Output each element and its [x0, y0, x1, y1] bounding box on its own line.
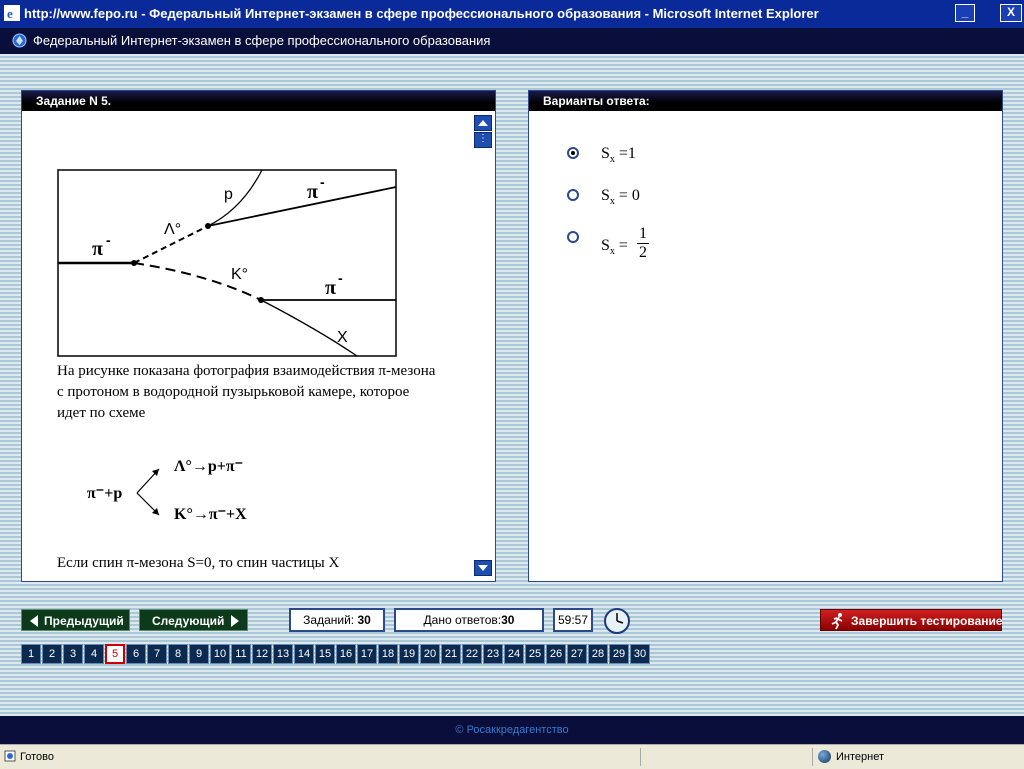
- internet-zone-icon: [818, 750, 831, 763]
- task-number-button[interactable]: 10: [210, 644, 230, 664]
- scheme-left: π⁻+p: [87, 485, 123, 502]
- task-number-button[interactable]: 25: [525, 644, 545, 664]
- reaction-scheme: [82, 451, 322, 531]
- next-button[interactable]: [139, 609, 248, 631]
- status-bar: [0, 744, 1024, 769]
- task-number-button[interactable]: 24: [504, 644, 524, 664]
- label-pi-top-sup: -: [320, 174, 325, 190]
- arrow-left-icon: [30, 615, 38, 627]
- previous-button[interactable]: [21, 609, 130, 631]
- task-number-button[interactable]: 2: [42, 644, 62, 664]
- internet-explorer-icon: [4, 5, 20, 21]
- task-number-button[interactable]: 7: [147, 644, 167, 664]
- label-x: X: [337, 329, 348, 346]
- answered-count: [394, 608, 544, 632]
- task-number-button[interactable]: 18: [378, 644, 398, 664]
- task-number-button[interactable]: 3: [63, 644, 83, 664]
- task-number-button[interactable]: 19: [399, 644, 419, 664]
- exit-runner-icon: [829, 612, 847, 630]
- minimize-button[interactable]: _: [955, 4, 975, 22]
- task-header: Задание N 5.: [22, 91, 495, 111]
- label-pi-incoming-sup: -: [106, 232, 111, 248]
- fraction-denominator: 2: [639, 244, 647, 261]
- task-number-button[interactable]: 28: [588, 644, 608, 664]
- task-number-button[interactable]: 14: [294, 644, 314, 664]
- label-pi-top: π: [307, 181, 318, 203]
- label-pi-incoming: π: [92, 238, 103, 260]
- close-button[interactable]: X: [1000, 4, 1022, 22]
- task-question: Если спин π-мезона S=0, то спин частицы X: [57, 555, 340, 571]
- task-number-button[interactable]: 29: [609, 644, 629, 664]
- task-number-button[interactable]: 22: [462, 644, 482, 664]
- answer-header: Варианты ответа:: [529, 91, 1002, 111]
- clock-icon: [603, 607, 631, 635]
- task-number-button[interactable]: 8: [168, 644, 188, 664]
- main-area: [0, 54, 1024, 716]
- scroll-up-button[interactable]: [474, 115, 492, 131]
- arrow-right-icon: [231, 615, 239, 627]
- window-title: http://www.fepo.ru - Федеральный Интернет-экзамен в сфере профессионального образования - Microsoft Internet Explorer: [24, 6, 819, 21]
- answer-option-2-label: $S_x = 0$: [601, 187, 640, 208]
- radio-option-3[interactable]: [567, 231, 579, 243]
- task-number-button[interactable]: 27: [567, 644, 587, 664]
- task-panel: [21, 90, 496, 582]
- radio-option-1[interactable]: [567, 147, 579, 159]
- scroll-down-button[interactable]: [474, 560, 492, 576]
- tasks-count: [289, 608, 385, 632]
- answer-panel: Варианты ответа: $S_x =1$ $S_x = 0$ $S_x$ = $\frac{1}{2}$: [528, 90, 1003, 582]
- window-titlebar: [0, 0, 1024, 28]
- svg-text:e: e: [7, 6, 13, 21]
- previous-button-label: Предыдущий: [44, 614, 124, 628]
- task-number-button[interactable]: 30: [630, 644, 650, 664]
- task-number-button[interactable]: 23: [483, 644, 503, 664]
- task-number-button[interactable]: 6: [126, 644, 146, 664]
- exam-logo-icon: [12, 33, 27, 48]
- task-number-button[interactable]: 26: [546, 644, 566, 664]
- scroll-thumb[interactable]: ⋮: [474, 132, 492, 148]
- task-number-button[interactable]: 20: [420, 644, 440, 664]
- label-pi-right-sup: -: [338, 270, 343, 286]
- answer-option-1-label: $S_x =1$: [601, 145, 636, 166]
- task-description: На рисунке показана фотография взаимодействия π-мезона с протоном в водородной пузырьковой камере, которое идет по схеме: [57, 363, 436, 421]
- task-number-button[interactable]: 16: [336, 644, 356, 664]
- fraction-numerator: 1: [639, 225, 647, 242]
- task-number-button[interactable]: 21: [441, 644, 461, 664]
- task-body[interactable]: [22, 111, 495, 581]
- tasks-count-value: 30: [357, 613, 371, 627]
- page-icon: [4, 750, 16, 762]
- arrow-down-icon: [475, 561, 491, 575]
- radio-option-2[interactable]: [567, 189, 579, 201]
- scheme-lower: K°→π⁻+X: [174, 506, 247, 523]
- timer: 59:57: [553, 608, 593, 632]
- label-kaon: K°: [231, 266, 249, 283]
- status-text: Готово: [20, 751, 54, 763]
- scheme-upper: Λ°→p+π⁻: [174, 458, 244, 475]
- finish-test-button[interactable]: [820, 609, 1002, 631]
- next-button-label: Следующий: [152, 614, 225, 628]
- status-separator: [812, 748, 813, 766]
- label-pi-right: π: [325, 277, 336, 299]
- finish-test-label: Завершить тестирование: [851, 614, 1003, 628]
- footer: © Росаккредагентство: [0, 716, 1024, 744]
- task-number-button[interactable]: 4: [84, 644, 104, 664]
- tasks-count-label: Заданий:: [303, 613, 355, 627]
- answered-count-label: Дано ответов:: [423, 613, 502, 627]
- status-separator: [640, 748, 641, 766]
- task-number-button[interactable]: 11: [231, 644, 251, 664]
- app-header: [0, 28, 1024, 54]
- task-number-button[interactable]: 12: [252, 644, 272, 664]
- task-number-button[interactable]: 5: [105, 644, 125, 664]
- task-number-button[interactable]: 13: [273, 644, 293, 664]
- security-zone: Интернет: [836, 751, 884, 763]
- answered-count-value: 30: [501, 613, 515, 627]
- app-title: Федеральный Интернет-экзамен в сфере профессионального образования: [33, 33, 491, 48]
- task-number-button[interactable]: 9: [189, 644, 209, 664]
- label-proton: p: [224, 186, 233, 203]
- label-lambda: Λ°: [164, 221, 182, 238]
- bubble-chamber-figure: [57, 169, 397, 359]
- task-number-button[interactable]: 15: [315, 644, 335, 664]
- arrow-up-icon: [475, 116, 491, 130]
- task-number-button[interactable]: 1: [21, 644, 41, 664]
- task-number-button[interactable]: 17: [357, 644, 377, 664]
